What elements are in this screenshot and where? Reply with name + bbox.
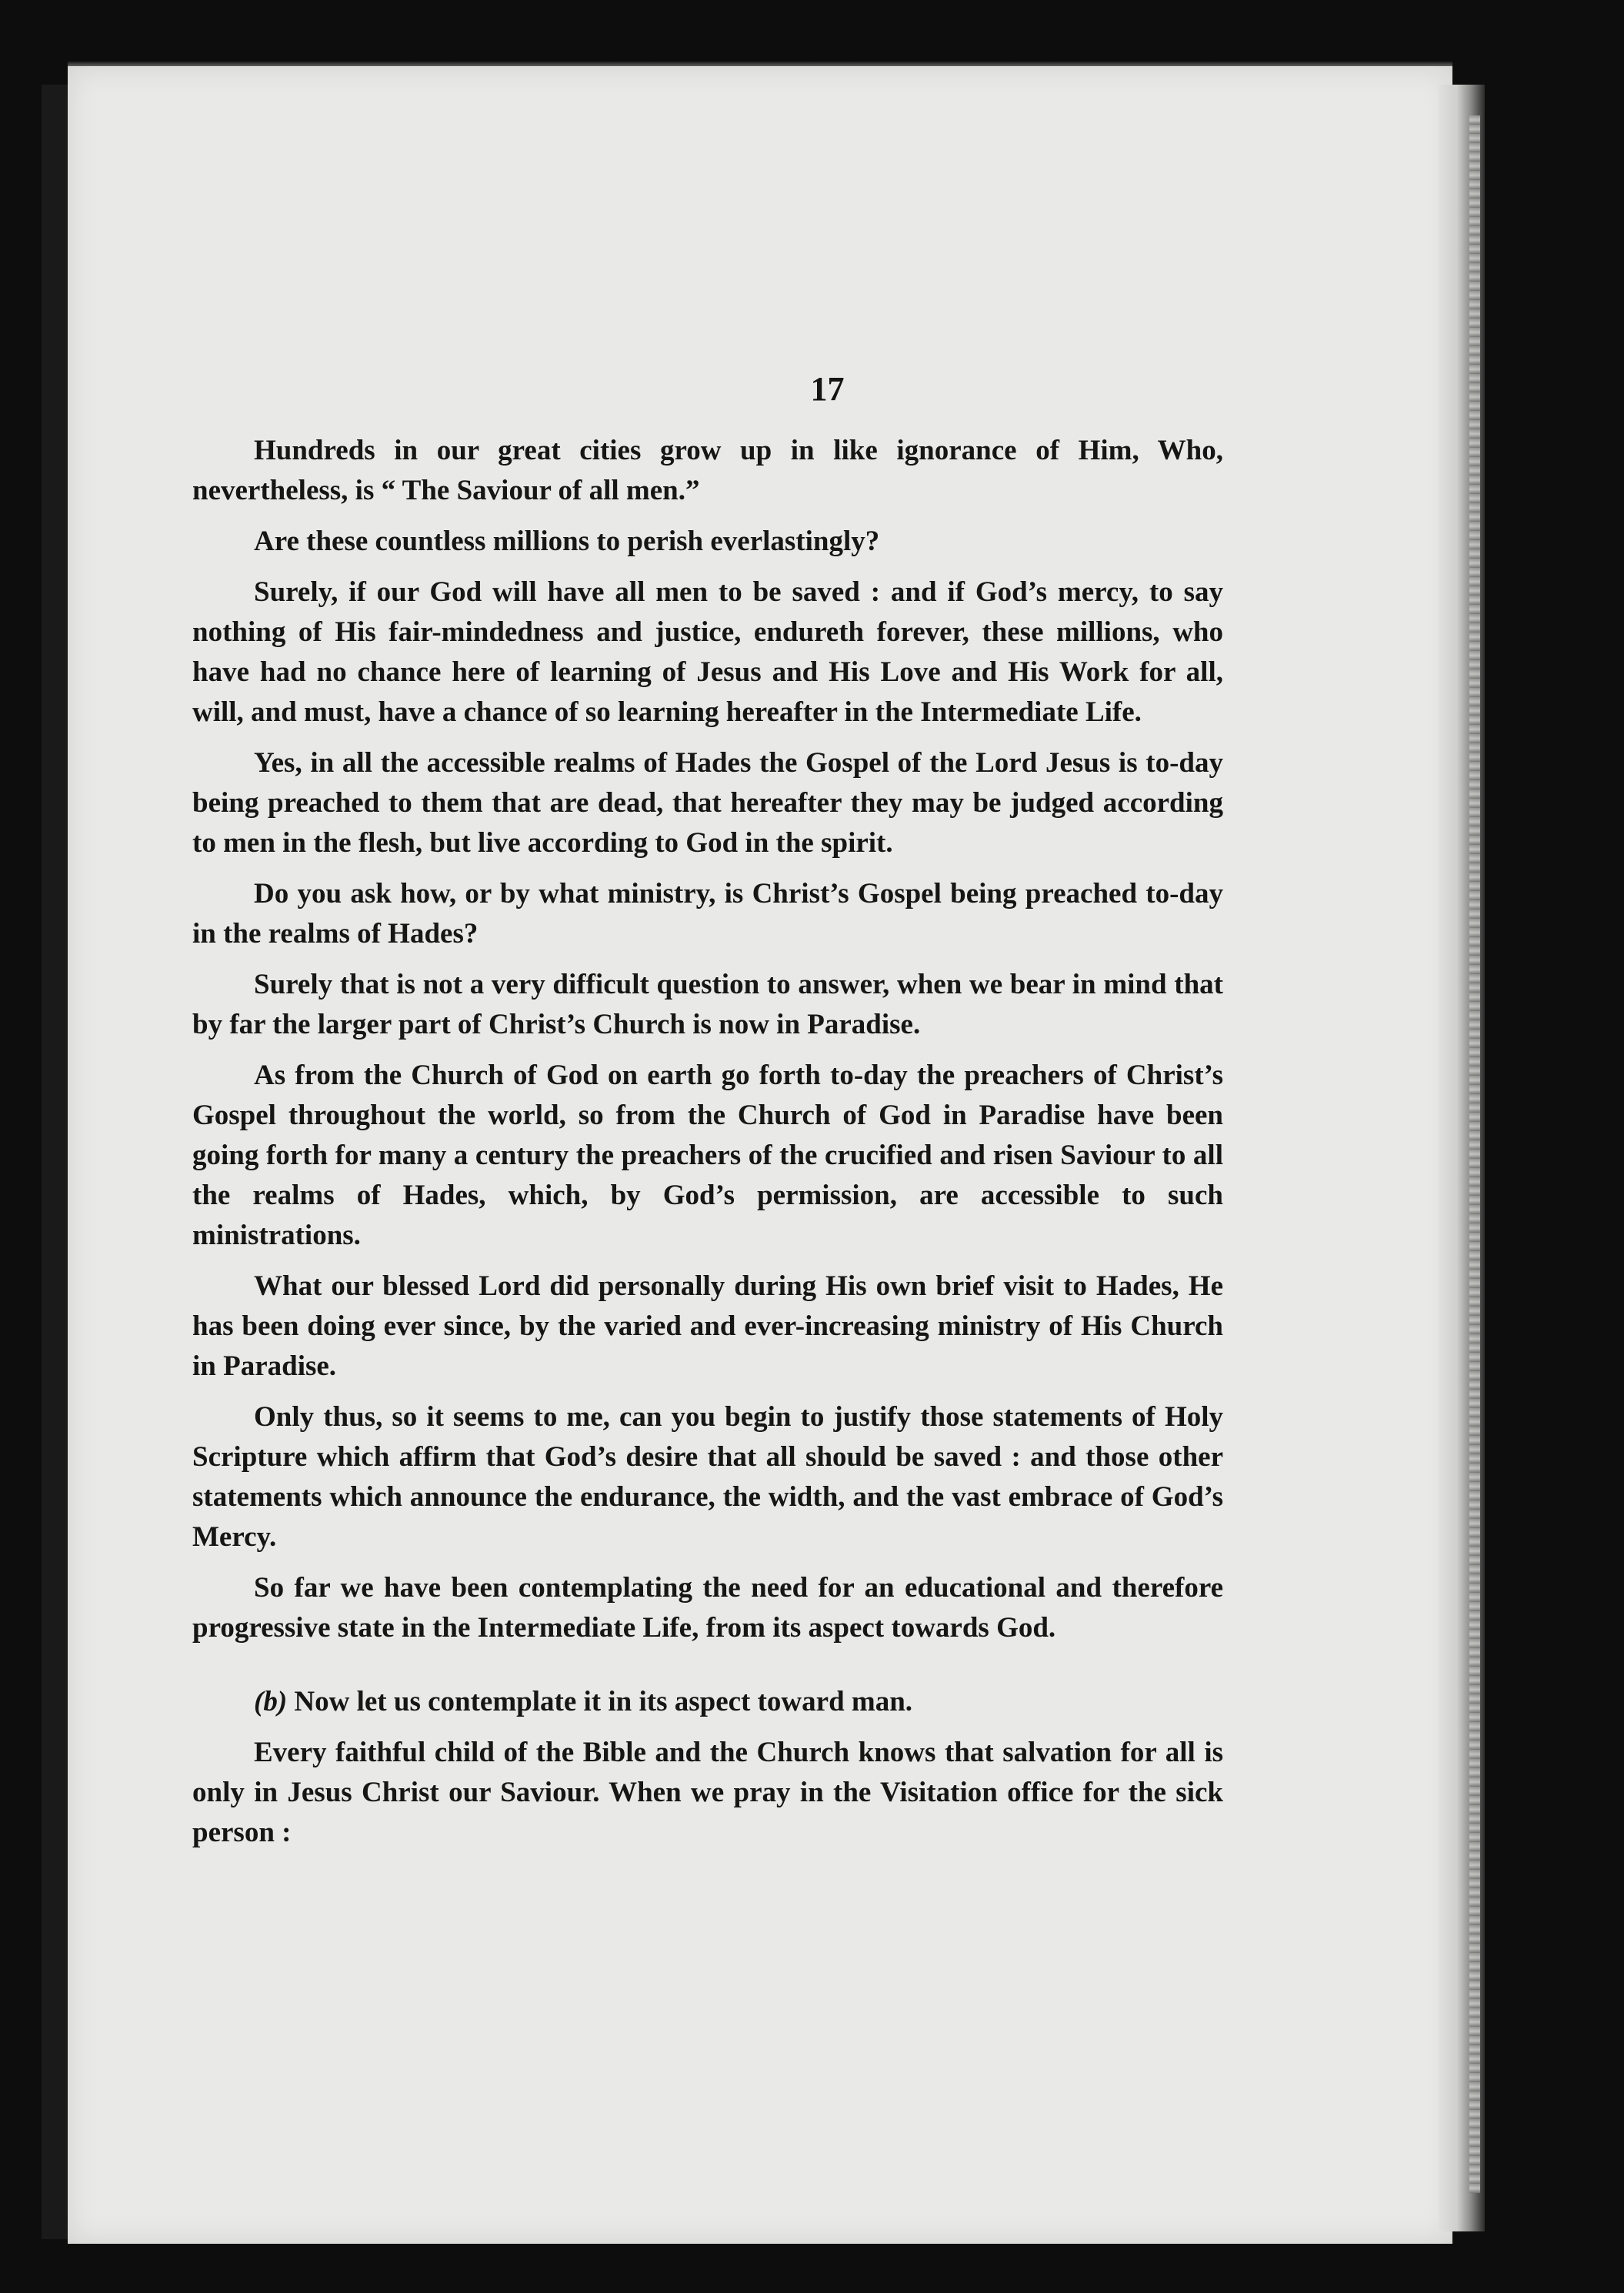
section-b-text: Now let us contemplate it in its aspect toward man.: [287, 1686, 913, 1717]
section-b-marker: (b): [254, 1686, 288, 1717]
body-text: [192, 431, 1223, 1864]
paragraph-9: Only thus, so it seems to me, can you begin to justify those statements of Holy Scripture which affirm that God’s desire that all should be saved : and those other statements which announce the endurance, the width, and the vast embrace of God’s Mercy.: [192, 1401, 1223, 1553]
section-b-paragraph: [192, 1682, 1223, 1722]
paragraph-4: Yes, in all the accessible realms of Hades the Gospel of the Lord Jesus is to-day being preached to them that are dead, that hereafter they may be judged according to men in the flesh, but live according to God in the spirit.: [192, 747, 1223, 859]
paragraph-3: Surely, if our God will have all men to be saved : and if God’s mercy, to say nothing of His fair-mindedness and justice, endureth forever, these millions, who have had no chance here of learning of Jesus and His Love and His Work for all, will, and must, have a chance of so learning hereafter in the Intermediate Life.: [192, 576, 1223, 728]
paragraph-8: What our blessed Lord did personally during His own brief visit to Hades, He has been doing ever since, by the varied and ever-increasing ministry of His Church in Paradise.: [192, 1270, 1223, 1382]
paragraph-6: Surely that is not a very difficult question to answer, when we bear in mind that by far the larger part of Christ’s Church is now in Paradise.: [192, 969, 1223, 1040]
paragraph-7: As from the Church of God on earth go forth to-day the preachers of Christ’s Gospel throughout the world, so from the Church of God in Paradise have been going forth for many a century the preachers of the crucified and risen Saviour to all the realms of Hades, which, by God’s permission, are accessible to such ministrations.: [192, 1060, 1223, 1251]
paragraph-1: Hundreds in our great cities grow up in like ignorance of Him, Who, nevertheless, is “ The Saviour of all men.”: [192, 435, 1223, 506]
scan-right-binding-strip: [1469, 115, 1480, 2193]
paragraph-closing: Every faithful child of the Bible and the Church knows that salvation for all is only in Jesus Christ our Saviour. When we pray in the Visitation office for the sick person :: [192, 1737, 1223, 1848]
page-number: 17: [810, 370, 845, 408]
paragraph-5: Do you ask how, or by what ministry, is Christ’s Gospel being preached to-day in the realms of Hades?: [192, 878, 1223, 950]
paragraph-10: So far we have been contemplating the need for an educational and therefore progressive state in the Intermediate Life, from its aspect towards God.: [192, 1572, 1223, 1644]
paragraph-2: Are these countless millions to perish everlastingly?: [254, 526, 880, 557]
